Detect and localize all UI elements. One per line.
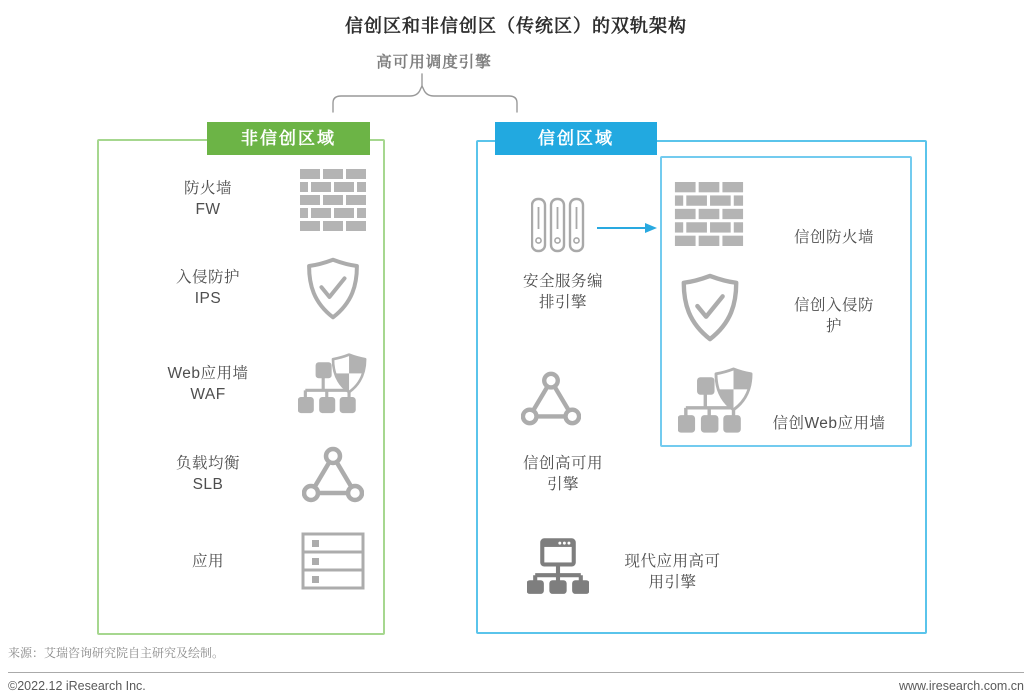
page-title: 信创区和非信创区（传统区）的双轨架构 [345,16,687,36]
row-firewall [120,160,370,240]
copyright-text: ©2022.12 iResearch Inc. [8,679,146,693]
orchestrator-label: 安全服务编 排引擎 [522,273,603,311]
waf-shield-tree-icon [298,352,368,418]
firewall-label: 防火墙 FW [183,180,232,218]
ha-engine-label: 信创高可用 引擎 [522,455,603,493]
orchestrator-racks-icon [531,196,585,254]
row-ips [120,249,370,329]
row-app [120,522,370,602]
non-xinchuang-zone-header: 非信创区域 [207,122,370,155]
ha-engine-triangle-icon [521,370,581,428]
xinchuang-firewall-brick-icon [674,182,744,246]
xinchuang-zone-header: 信创区域 [495,122,657,155]
load-balancer-triangle-icon [302,446,364,504]
ips-label: 入侵防护 IPS [175,269,240,307]
waf-label: Web应用墙 WAF [167,365,249,403]
app-server-stack-icon [301,531,365,593]
xinchuang-ips-label: 信创入侵防 护 [793,297,874,335]
row-slb [120,435,370,515]
slb-label: 负载均衡 SLB [175,455,240,493]
xinchuang-ips-shield-icon [676,272,744,344]
app-label: 应用 [191,552,224,570]
firewall-brick-icon [300,169,366,231]
modern-app-engine-icon [527,538,589,596]
website-link: www.iresearch.com.cn [898,679,1024,693]
footer-divider [8,672,1024,673]
xinchuang-firewall-label: 信创防火墙 [793,229,874,246]
scheduler-engine-label: 高可用调度引擎 [376,54,492,71]
brace-connector [325,68,525,118]
shield-check-icon [302,256,364,322]
row-waf [120,345,370,425]
xinchuang-waf-icon [678,366,754,438]
modern-app-engine-label: 现代应用高可 用引擎 [624,553,721,591]
flow-arrow-icon [596,219,658,237]
source-note: 来源：艾瑞咨询研究院自主研究及绘制。 [8,646,225,660]
xinchuang-waf-label: 信创Web应用墙 [772,415,886,432]
